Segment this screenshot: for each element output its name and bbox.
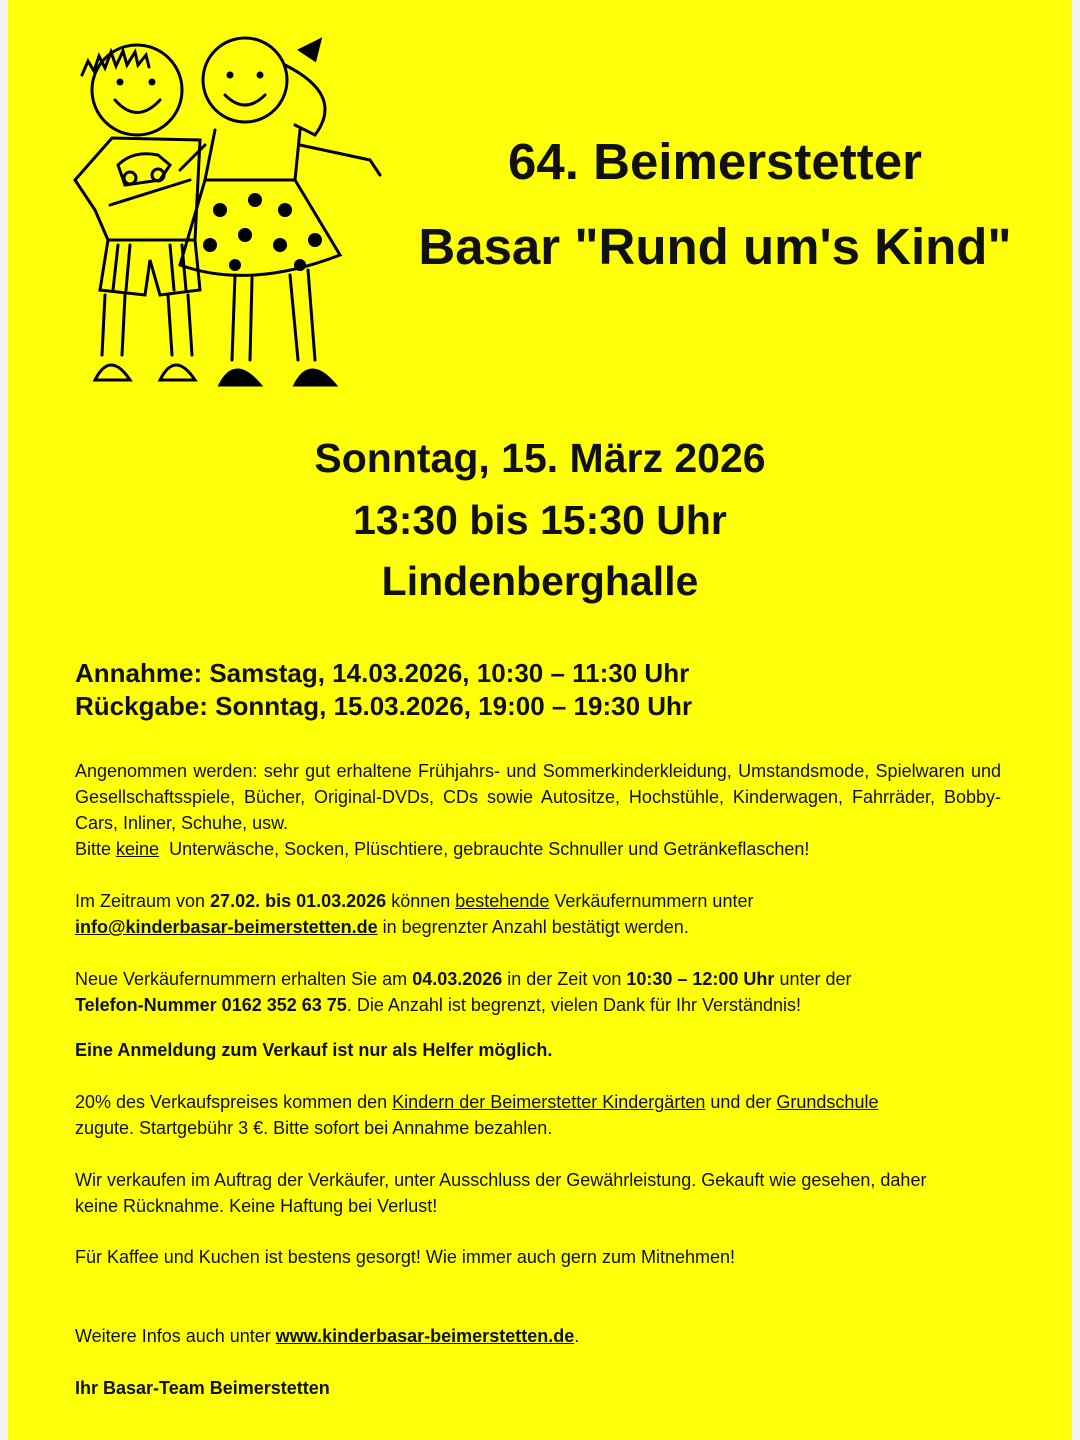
new-numbers xyxy=(75,966,1001,1018)
text: Bitte xyxy=(75,839,117,859)
phone-number: Telefon-Nummer 0162 352 63 75 xyxy=(75,995,347,1015)
text: 20% des Verkaufspreises kommen den xyxy=(75,1092,393,1112)
schedule xyxy=(75,657,692,723)
cafe-note: Für Kaffee und Kuchen ist bestens gesorgt! Wie immer auch gern zum Mitnehmen! xyxy=(75,1247,735,1267)
period: 27.02. bis 01.03.2026 xyxy=(210,891,387,911)
title-line-2: Basar "Rund um's Kind" xyxy=(418,218,1012,275)
text: . Die Anzahl ist begrenzt, vielen Dank für Ihr Verständnis! xyxy=(346,995,802,1015)
text: können xyxy=(386,891,456,911)
emphasis: bestehende xyxy=(455,891,550,911)
event-date: Sonntag, 15. März 2026 xyxy=(314,435,766,481)
existing-numbers xyxy=(75,888,1001,940)
annahme-time: Annahme: Samstag, 14.03.2026, 10:30 – 11:30 Uhr xyxy=(75,658,690,688)
emphasis: Kindern der Beimerstetter Kindergärten xyxy=(392,1092,706,1112)
text: unter der xyxy=(774,969,852,989)
text: Im Zeitraum von xyxy=(75,891,211,911)
time: 10:30 – 12:00 Uhr xyxy=(626,969,775,989)
not-accepted-text xyxy=(75,836,1001,862)
date: 04.03.2026 xyxy=(412,969,503,989)
more-info xyxy=(75,1323,1001,1349)
event-time: 13:30 bis 15:30 Uhr xyxy=(353,497,727,543)
emphasis: keine xyxy=(116,839,160,859)
text: Neue Verkäufernummern erhalten Sie am xyxy=(75,969,413,989)
text: in der Zeit von xyxy=(502,969,627,989)
text: Verkäufernummern unter xyxy=(549,891,754,911)
rueckgabe-time: Rückgabe: Sonntag, 15.03.2026, 19:00 – 19:30 Uhr xyxy=(75,691,693,721)
text: Weitere Infos auch unter xyxy=(75,1326,276,1346)
accepted-text: Angenommen werden: sehr gut erhaltene Frühjahrs- und Sommerkinderkleidung, Umstandsmode, Spielwaren und Gesellschaftsspiele, Bücher, Original-DVDs, CDs sowie Autositze, Hochstühle, Kinderwagen, Fahrräder, Bobby-Cars, Inliner, Schuhe, usw. xyxy=(75,761,1001,833)
email-link[interactable]: info@kinderbasar-beimerstetten.de xyxy=(75,917,378,937)
accepted-items xyxy=(75,758,1001,862)
text: Unterwäsche, Socken, Plüschtiere, gebrauchte Schnuller und Getränkeflaschen! xyxy=(159,839,810,859)
emphasis: Grundschule xyxy=(776,1092,879,1112)
event-location: Lindenberghalle xyxy=(381,558,699,604)
children-illustration xyxy=(40,20,390,400)
text: . xyxy=(574,1326,580,1346)
website-link[interactable]: www.kinderbasar-beimerstetten.de xyxy=(275,1326,575,1346)
title-line-1: 64. Beimerstetter xyxy=(508,133,922,190)
proceeds-info xyxy=(75,1089,1001,1141)
text: zugute. Startgebühr 3 €. Bitte sofort bei Annahme bezahlen. xyxy=(75,1118,553,1138)
text: und der xyxy=(705,1092,777,1112)
helper-note: Eine Anmeldung zum Verkauf ist nur als Helfer möglich. xyxy=(75,1040,553,1060)
signature: Ihr Basar-Team Beimerstetten xyxy=(75,1378,330,1398)
text: in begrenzter Anzahl bestätigt werden. xyxy=(377,917,689,937)
disclaimer: Wir verkaufen im Auftrag der Verkäufer, unter Ausschluss der Gewährleistung. Gekauft wie gesehen, daher keine Rücknahme. Keine Haftung bei Verlust! xyxy=(75,1170,927,1216)
